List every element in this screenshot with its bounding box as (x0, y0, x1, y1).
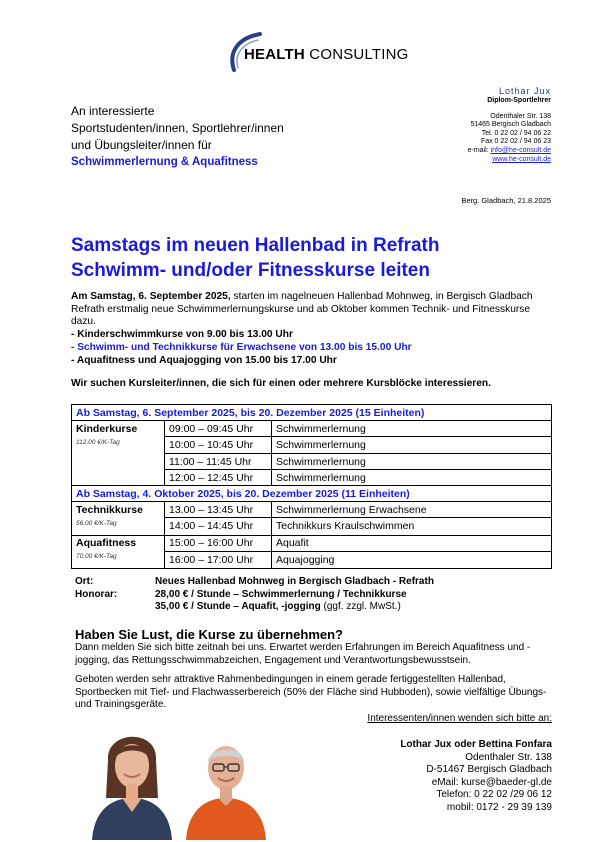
honorar-line-1: 28,00 € / Stunde – Schwimmerlernung / Technikkurse (155, 588, 407, 600)
time-cell: 15:00 – 16:00 Uhr (165, 535, 272, 551)
photo-man (180, 720, 272, 840)
contact-city: D-51467 Bergisch Gladbach (426, 764, 552, 776)
company-logo (244, 46, 409, 63)
recipient-line2: Sportstudenten/innen, Sportlehrer/innen (71, 121, 284, 135)
table-row (72, 518, 552, 536)
intro-bold-start: Am Samstag, 6. September 2025, (71, 291, 231, 302)
sender-web-link[interactable]: www.he-consult.de (492, 155, 551, 163)
sender-email-label: e-mail: (467, 146, 489, 154)
table-row (72, 502, 552, 518)
course-cell: Schwimmerlernung (272, 421, 552, 437)
intro-item-1: - Kinderschwimmkurse von 9.00 bis 13.00 Uhr (71, 329, 293, 341)
time-cell: 16:00 – 17:00 Uhr (165, 551, 272, 569)
time-cell: 12:00 – 12:45 Uhr (165, 470, 272, 486)
info-block (75, 576, 555, 616)
category-spacer (72, 454, 165, 470)
price-aqua: 70,00 €/K-Tag (72, 551, 165, 569)
time-cell: 14:00 – 14:45 Uhr (165, 518, 272, 536)
recipient-block (71, 103, 284, 171)
honorar-line-2 (155, 601, 401, 614)
sender-street: Odenthaler Str. 138 (490, 112, 551, 120)
intro-item-3: - Aquafitness und Aquajogging von 15.00 bis 17.00 Uhr (71, 354, 337, 366)
contact-heading: Interessenten/innen wenden sich bitte an: (367, 713, 552, 724)
sender-fax: Fax 0 22 02 / 94 06 23 (480, 138, 551, 146)
contact-block (400, 739, 552, 815)
headline-line1: Samstags im neuen Hallenbad in Refrath (71, 235, 440, 256)
ort-value: Neues Hallenbad Mohnweg in Bergisch Gladbach - Refrath (155, 576, 434, 587)
course-cell: Technikkurs Kraulschwimmen (272, 518, 552, 536)
price-technik: 56,00 €/K-Tag (72, 518, 165, 536)
price-kinder: 112,00 €/K-Tag (72, 437, 165, 454)
category-kinder: Kinderkurse (72, 421, 165, 437)
recipient-line1: An interessierte (71, 104, 155, 118)
course-cell: Aquajogging (272, 551, 552, 569)
headline (71, 233, 439, 283)
category-aqua: Aquafitness (72, 535, 165, 551)
table-row (72, 454, 552, 470)
letter-date: Berg. Gladbach, 21.8.2025 (461, 196, 551, 205)
course-cell: Schwimmerlernung (272, 470, 552, 486)
category-technik: Technikkurse (72, 502, 165, 518)
search-text: Wir suchen Kursleiter/innen, die sich für einen oder mehrere Kursblöcke interessieren. (71, 378, 491, 389)
recipient-line3: und Übungsleiter/innen für (71, 138, 212, 152)
intro-body: starten im nagelneuen Hallenbad Mohnweg, in Bergisch Gladbach Refrath erstmalig neue Schwimmerlernungskurse und ab Oktober kommen Technik- und Fitnesskurse dazu. (71, 291, 533, 328)
category-spacer (72, 470, 165, 486)
sender-email-link[interactable]: info@he-consult.de (490, 146, 551, 154)
sender-block (468, 86, 551, 164)
course-cell: Aquafit (272, 535, 552, 551)
sender-email-line (468, 147, 551, 156)
course-cell: Schwimmerlernung (272, 454, 552, 470)
table-row (72, 437, 552, 454)
intro-text (71, 291, 553, 329)
sender-name: Lothar Jux (498, 86, 551, 96)
time-cell: 09:00 – 09:45 Uhr (165, 421, 272, 437)
table-row (72, 421, 552, 437)
section-row (72, 486, 552, 502)
recipient-line4: Schwimmerlernung & Aquafitness (71, 156, 258, 168)
contact-name: Lothar Jux oder Bettina Fonfara (400, 739, 552, 750)
time-cell: 11:00 – 11:45 Uhr (165, 454, 272, 470)
honorar-line-2-rest: (ggf. zzgl. MwSt.) (320, 601, 401, 612)
table-row (72, 535, 552, 551)
schedule-table (71, 404, 552, 569)
section-row (72, 405, 552, 421)
time-cell: 13.00 – 13:45 Uhr (165, 502, 272, 518)
honorar-label: Honorar: (75, 588, 118, 600)
contact-phone: Telefon: 0 22 02 /29 06 12 (436, 789, 552, 801)
course-cell: Schwimmerlernung Erwachsene (272, 502, 552, 518)
honorar-line-2-bold: 35,00 € / Stunde – Aquafit, -jogging (155, 601, 321, 612)
table-row (72, 470, 552, 486)
logo-bold: HEALTH (244, 46, 305, 63)
time-cell: 10:00 – 10:45 Uhr (165, 437, 272, 454)
sender-title: Diplom-Sportlehrer (487, 97, 551, 104)
question-heading: Haben Sie Lust, die Kurse zu übernehmen? (75, 627, 343, 642)
contact-email[interactable]: eMail: kurse@baeder-gl.de (431, 776, 552, 788)
paragraph-2: Geboten werden sehr attraktive Rahmenbedingungen in einem gerade fertiggestellten Hallenbad, Sportbecken mit Tief- und Flachwasserbereich (50% der Fläche sind Hubboden), sowie vielfältige Übungs- und Trainingsgeräte. (75, 674, 547, 711)
course-cell: Schwimmerlernung (272, 437, 552, 454)
logo-rest: CONSULTING (309, 46, 409, 63)
section-2-header: Ab Samstag, 4. Oktober 2025, bis 20. Dezember 2025 (11 Einheiten) (72, 486, 552, 502)
intro-paragraph (71, 291, 553, 367)
intro-item-2: - Schwimm- und Technikkurse für Erwachsene von 13.00 bis 15.00 Uhr (71, 341, 412, 353)
headline-line2: Schwimm- und/oder Fitnesskurse leiten (71, 260, 430, 281)
contact-street: Odenthaler Str. 138 (465, 751, 552, 763)
table-row (72, 551, 552, 569)
sender-tel: Tel. 0 22 02 / 94 06 22 (481, 129, 551, 137)
section-1-header: Ab Samstag, 6. September 2025, bis 20. Dezember 2025 (15 Einheiten) (72, 405, 552, 421)
photo-woman (86, 720, 178, 840)
contact-mobile: mobil: 0172 - 29 39 139 (446, 801, 552, 813)
paragraph-1: Dann melden Sie sich bitte zeitnah bei uns. Erwartet werden Erfahrungen im Bereich Aquafitness und -jogging, das Rettungsschwimmabzeichen, Engagement und Verantwortungsbewusstsein. (75, 642, 531, 666)
ort-label: Ort: (75, 576, 94, 587)
sender-city: 51465 Bergisch Gladbach (470, 121, 551, 129)
